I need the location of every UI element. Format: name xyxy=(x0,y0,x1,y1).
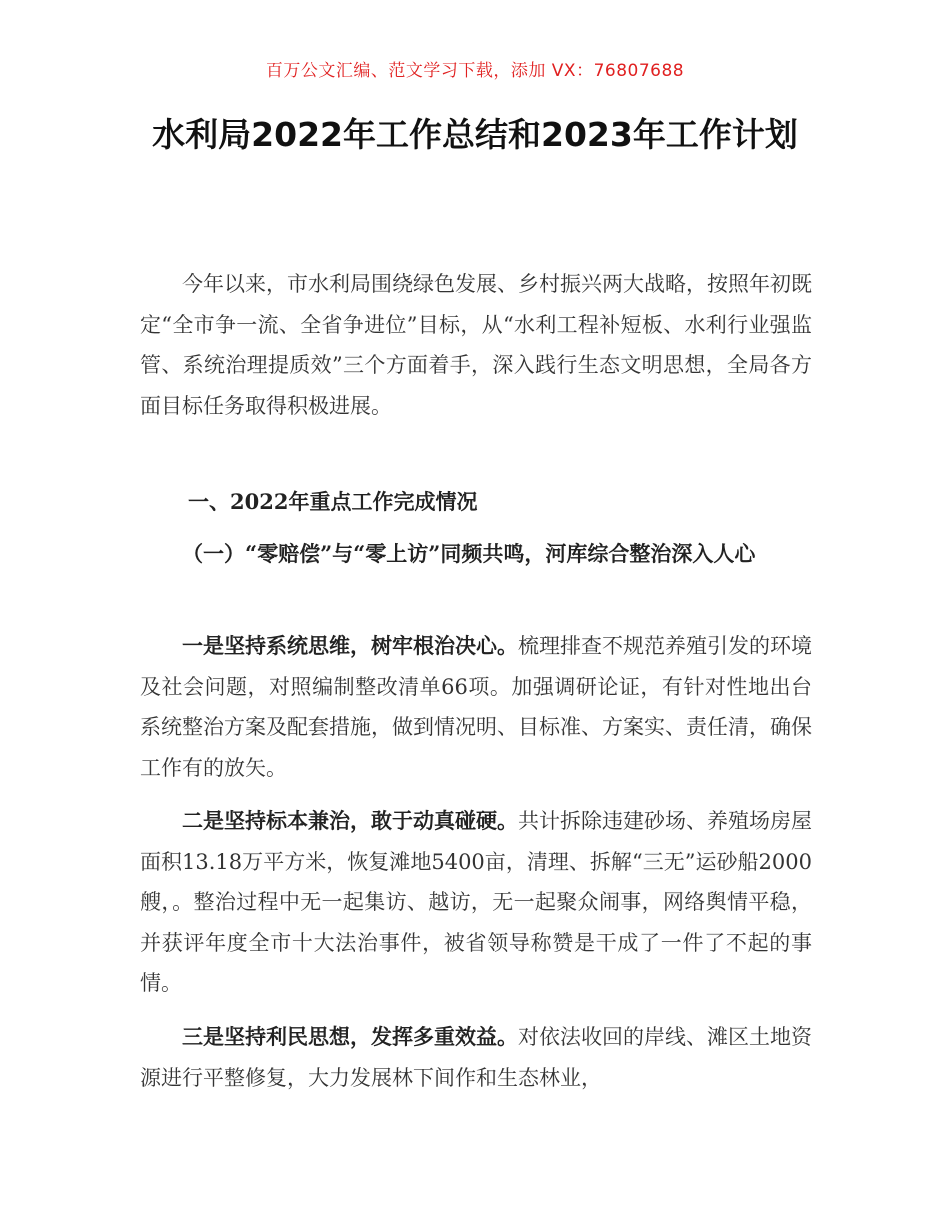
document-title: 水利局2022年工作总结和2023年工作计划 xyxy=(152,115,798,154)
paragraph-2-lead: 二是坚持标本兼治，敢于动真碰硬。 xyxy=(182,808,518,833)
intro-paragraph: 今年以来，市水利局围绕绿色发展、乡村振兴两大战略，按照年初既定“全市争一流、全省争进位”目标，从“水利工程补短板、水利行业强监管、系统治理提质效”三个方面着手，深入践行生态文明思想，全局各方面目标任务取得积极进展。 xyxy=(140,272,812,418)
watermark-header: 百万公文汇编、范文学习下载，添加 VX：76807688 xyxy=(265,61,685,81)
subsection-heading: （一）“零赔偿”与“零上访”同频共鸣，河库综合整治深入人心 xyxy=(182,541,756,566)
paragraph-2 xyxy=(140,801,812,1004)
paragraph-2-text: 共计拆除违建砂场、养殖场房屋面积13.18万平方米，恢复滩地5400亩，清理、拆解“三无”运砂船2000艘，。整治过程中无一起集访、越访，无一起聚众闹事，网络舆情平稳，并获评年度全市十大法治事件，被省领导称赞是干成了一件了不起的事情。 xyxy=(140,809,812,995)
section-heading: 一、2022年重点工作完成情况 xyxy=(188,489,478,514)
paragraph-3-lead: 三是坚持利民思想，发挥多重效益。 xyxy=(182,1024,518,1049)
paragraph-1-lead: 一是坚持系统思维，树牢根治决心。 xyxy=(182,633,518,658)
paragraph-3 xyxy=(140,1017,812,1098)
paragraph-3-text: 对依法收回的岸线、滩区土地资源进行平整修复，大力发展林下间作和生态林业， xyxy=(140,1025,812,1090)
paragraph-1-text: 梳理排查不规范养殖引发的环境及社会问题，对照编制整改清单66项。加强调研论证，有针对性地出台系统整治方案及配套措施，做到情况明、目标准、方案实、责任清，确保工作有的放矢。 xyxy=(140,634,812,780)
paragraph-1 xyxy=(140,626,812,788)
